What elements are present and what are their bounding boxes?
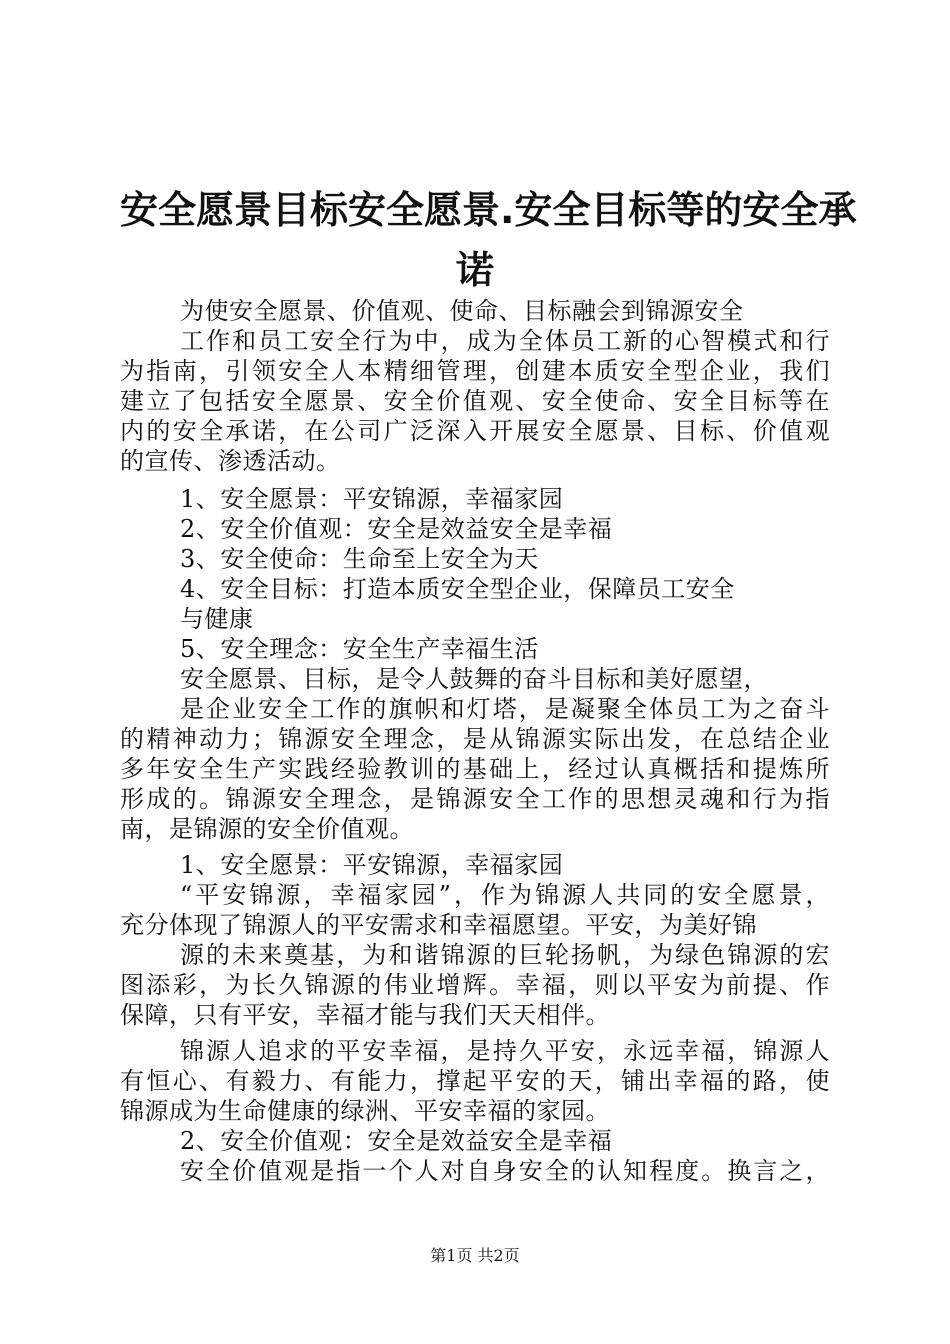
- body-line: 图添彩，为长久锦源的伟业增辉。幸福，则以平安为前提、作: [120, 971, 830, 999]
- page-footer: 第1页 共2页: [430, 1246, 520, 1265]
- body-line: 的宣传、渗透活动。: [120, 447, 341, 475]
- list-item-continuation: 与健康: [180, 605, 254, 633]
- body-line: 南，是锦源的安全价值观。: [120, 815, 414, 843]
- body-line: 为使安全愿景、价值观、使命、目标融会到锦源安全: [180, 297, 744, 325]
- document-title-line-2: 诺: [455, 248, 494, 292]
- body-line: 的精神动力；锦源安全理念，是从锦源实际出发，在总结企业: [120, 725, 830, 753]
- body-line: 安全愿景、目标，是令人鼓舞的奋斗目标和美好愿望，: [180, 665, 768, 693]
- body-line: 有恒心、有毅力、有能力，撑起平安的天，铺出幸福的路，使: [120, 1067, 830, 1095]
- body-line: 保障，只有平安，幸福才能与我们天天相伴。: [120, 1001, 610, 1029]
- body-line: 锦源成为生命健康的绿洲、平安幸福的家园。: [120, 1097, 610, 1125]
- body-line: 建立了包括安全愿景、安全价值观、安全使命、安全目标等在: [120, 387, 830, 415]
- body-line: 形成的。锦源安全理念，是锦源安全工作的思想灵魂和行为指: [120, 785, 830, 813]
- body-line: “平安锦源，幸福家园”，作为锦源人共同的安全愿景，: [180, 881, 830, 909]
- list-item: 3、安全使命：生命至上安全为天: [180, 545, 539, 573]
- body-line: 充分体现了锦源人的平安需求和幸福愿望。平安，为美好锦: [120, 911, 757, 939]
- list-item: 2、安全价值观：安全是效益安全是幸福: [180, 515, 613, 543]
- section-heading: 1、安全愿景：平安锦源，幸福家园: [180, 851, 564, 879]
- body-line: 是企业安全工作的旗帜和灯塔，是凝聚全体员工为之奋斗: [180, 695, 830, 723]
- body-line: 内的安全承诺，在公司广泛深入开展安全愿景、目标、价值观: [120, 417, 830, 445]
- list-item: 1、安全愿景：平安锦源，幸福家园: [180, 485, 564, 513]
- body-line: 源的未来奠基，为和谐锦源的巨轮扬帆，为绿色锦源的宏: [180, 941, 830, 969]
- list-item: 4、安全目标：打造本质安全型企业，保障员工安全: [180, 575, 735, 603]
- body-line: 工作和员工安全行为中，成为全体员工新的心智模式和行: [180, 327, 830, 355]
- body-line: 为指南，引领安全人本精细管理，创建本质安全型企业，我们: [120, 357, 830, 385]
- section-heading: 2、安全价值观：安全是效益安全是幸福: [180, 1127, 613, 1155]
- body-line: 锦源人追求的平安幸福，是持久平安，永远幸福，锦源人: [180, 1037, 830, 1065]
- list-item: 5、安全理念：安全生产幸福生活: [180, 635, 539, 663]
- document-title-line-1: 安全愿景目标安全愿景.安全目标等的安全承: [120, 188, 857, 232]
- body-line: 安全价值观是指一个人对自身安全的认知程度。换言之，: [180, 1157, 830, 1185]
- body-line: 多年安全生产实践经验教训的基础上，经过认真概括和提炼所: [120, 755, 830, 783]
